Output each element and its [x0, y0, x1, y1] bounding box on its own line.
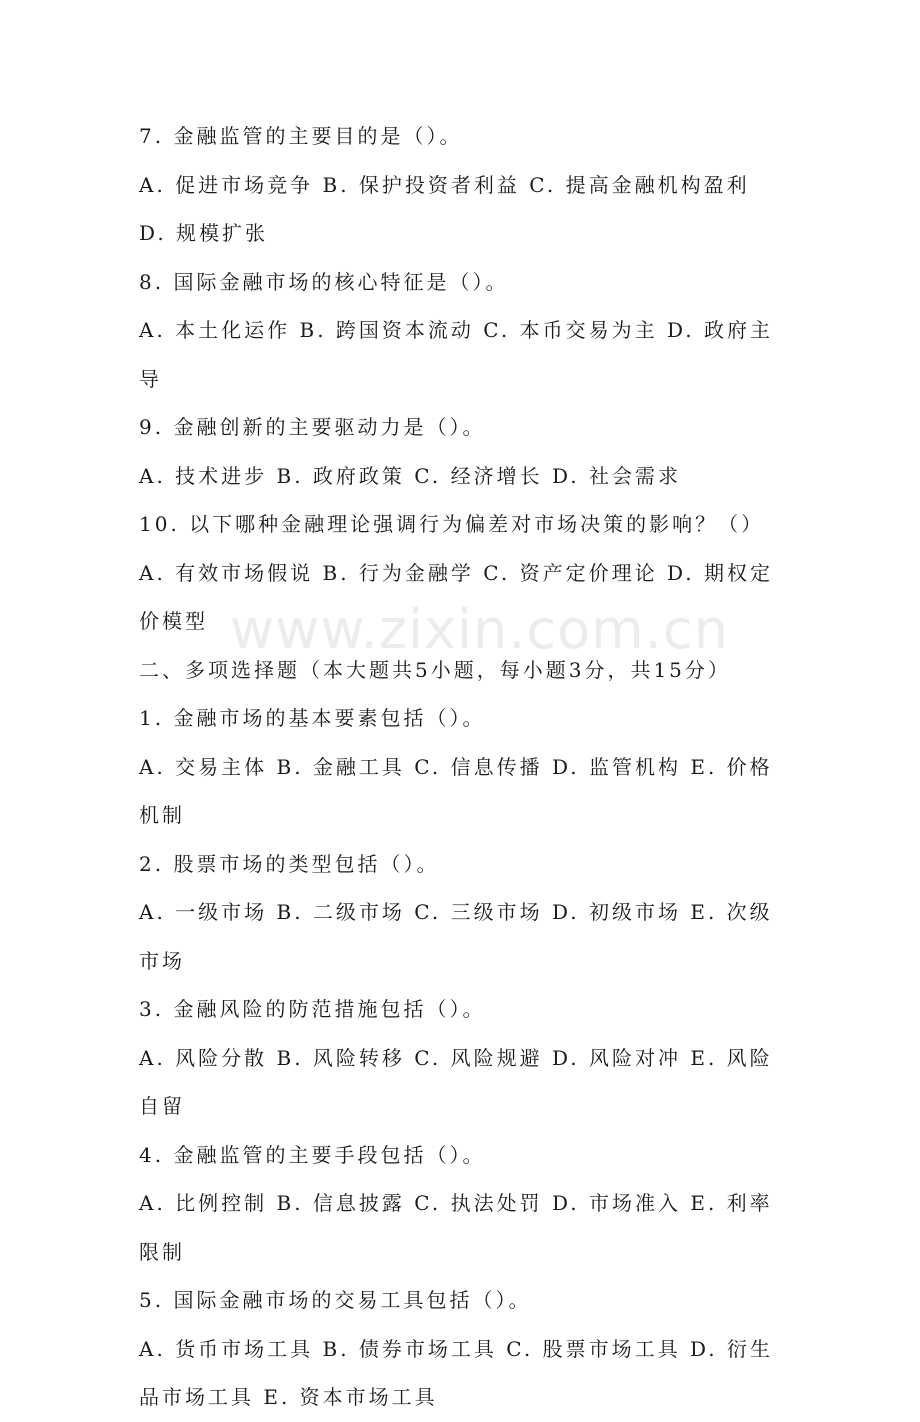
mc-question-2-options: A. 一级市场 B. 二级市场 C. 三级市场 D. 初级市场 E. 次级市场 [139, 900, 773, 973]
question-7: 7. 金融监管的主要目的是（）。 [139, 124, 463, 148]
question-10-options: A. 有效市场假说 B. 行为金融学 C. 资产定价理论 D. 期权定价模型 [139, 560, 773, 633]
mc-question-4-options: A. 比例控制 B. 信息披露 C. 执法处罚 D. 市场准入 E. 利率限制 [139, 1191, 773, 1264]
mc-question-1: 1. 金融市场的基本要素包括（）。 [139, 706, 486, 730]
question-8-options: A. 本土化运作 B. 跨国资本流动 C. 本币交易为主 D. 政府主导 [139, 318, 773, 391]
watermark-text: www.zixin.com.cn [230, 598, 729, 661]
question-list [139, 112, 784, 1422]
mc-question-5: 5. 国际金融市场的交易工具包括（）。 [139, 1288, 532, 1312]
mc-question-3-options: A. 风险分散 B. 风险转移 C. 风险规避 D. 风险对冲 E. 风险自留 [139, 1045, 773, 1118]
mc-question-2: 2. 股票市场的类型包括（）。 [139, 851, 440, 876]
question-9: 9. 金融创新的主要驱动力是（）。 [139, 415, 486, 439]
question-10: 10. 以下哪种金融理论强调行为偏差对市场决策的影响？（） [139, 512, 765, 536]
mc-question-4: 4. 金融监管的主要手段包括（）。 [139, 1142, 486, 1167]
mc-question-3: 3. 金融风险的防范措施包括（）。 [139, 997, 486, 1021]
mc-question-1-options: A. 交易主体 B. 金融工具 C. 信息传播 D. 监管机构 E. 价格机制 [139, 754, 773, 827]
question-7-options: A. 促进市场竞争 B. 保护投资者利益 C. 提高金融机构盈利 D. 规模扩张 [139, 172, 750, 245]
question-8: 8. 国际金融市场的核心特征是（）。 [139, 269, 509, 294]
section-heading-multiple-choice: 二、多项选择题（本大题共5小题，每小题3分，共15分） [139, 657, 731, 682]
mc-question-5-options: A. 货币市场工具 B. 债券市场工具 C. 股票市场工具 D. 衍生品市场工具 E. 资本市场工具 [139, 1336, 773, 1409]
question-9-options: A. 技术进步 B. 政府政策 C. 经济增长 D. 社会需求 [139, 463, 681, 488]
